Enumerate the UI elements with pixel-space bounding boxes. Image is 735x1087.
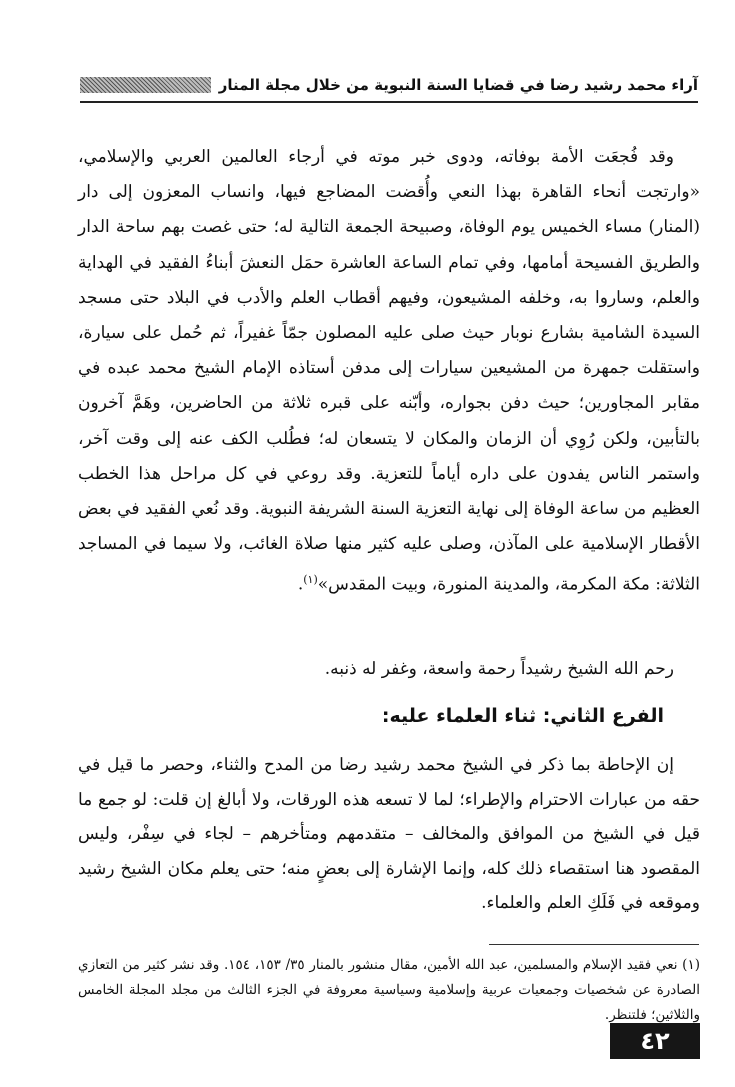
main-paragraph xyxy=(78,140,700,603)
header-hatched-bar xyxy=(80,77,211,93)
prayer-line: رحم الله الشيخ رشيداً رحمة واسعة، وغفر له ذنبه. xyxy=(324,659,674,679)
footnote-separator xyxy=(489,944,699,945)
footnote-1: (١) نعي فقيد الإسلام والمسلمين، عبد الله الأمين، مقال منشور بالمنار ٣٥/ ١٥٣، ١٥٤. وقد نشر كثير من التعازي الصادرة عن شخصيات وجمعيات عربية وإسلامية وسياسية معروفة في الجزء الثالث من مجلد المجلة الخامس والثلاثين؛ فلتنظر. xyxy=(78,957,700,1023)
footnote-reference[interactable]: (١) xyxy=(303,573,318,587)
paragraph-1-text: وقد فُجعَت الأمة بوفاته، ودوى خبر موته في أرجاء العالمين العربي والإسلامي، «وارتجت أنحاء القاهرة بهذا النعي وأُقضت المضاجع فيها، وانساب المعزون إلى دار (المنار) مساء الخميس يوم الوفاة، وصبيحة الجمعة التالية له؛ حتى غصت بهم ساحة الدار والطريق الفسيحة أمامها، وفي تمام الساعة العاشرة حمَل النعشَ أبناءُ الفقيد في الهداية والعلم، وساروا به، وخلفه المشيعون، وفيهم أقطاب العلم والأدب في البلاد حتى مسجد السيدة الشامية بشارع نوبار حيث صلى عليه المصلون جمّاً غفيراً، ثم حُمل على سيارة، واستقلت جمهرة من المشيعين سيارات إلى مدفن أستاذه الإمام الشيخ محمد عبده في مقابر المجاورين؛ حيث دفن بجواره، وأبّنه على قبره ثلاثة من الحاضرين، وهَمَّ آخرون بالتأبين، ولكن رُوِي أن الزمان والمكان لا يتسعان له؛ فطُلب الكف عنه إلى وقت آخر، واستمر الناس يفدون على داره أياماً للتعزية. وقد روعي في كل مراحل هذا الخطب العظيم من ساعة الوفاة إلى نهاية التعزية السنة الشريفة النبوية. وقد نُعي الفقيد في بعض الأقطار الإسلامية على المآذن، وصلى عليه كثير منها صلاة الغائب، ولا سيما في المساجد الثلاثة: مكة المكرمة، والمدينة المنورة، وبيت المقدس» xyxy=(78,147,700,596)
paragraph-1-end: . xyxy=(297,575,304,596)
section-heading: الفرع الثاني: ثناء العلماء عليه: xyxy=(381,705,664,727)
running-title: آراء محمد رشيد رضا في قضايا السنة النبوية من خلال مجلة المنار xyxy=(218,76,698,94)
header-rule xyxy=(80,101,698,103)
second-paragraph: إن الإحاطة بما ذكر في الشيخ محمد رشيد رضا من المدح والثناء، وحصر ما قيل في حقه من عبارات الاحترام والإطراء؛ لما لا تسعه هذه الورقات، ولا أبالغ إن قلت: لو جمع ما قيل في الشيخ من الموافق والمخالف – متقدمهم ومتأخرهم – لجاء في سِفْر، وليس المقصود هنا استقصاء ذلك كله، وإنما الإشارة إلى بعضٍ منه؛ حتى يعلم مكان الشيخ رشيد وموقعه في فَلَكِ العلم والعلماء. xyxy=(78,755,700,914)
page-number: ٤٢ xyxy=(610,1023,700,1059)
running-header xyxy=(80,72,698,98)
footnotes xyxy=(78,953,700,1028)
